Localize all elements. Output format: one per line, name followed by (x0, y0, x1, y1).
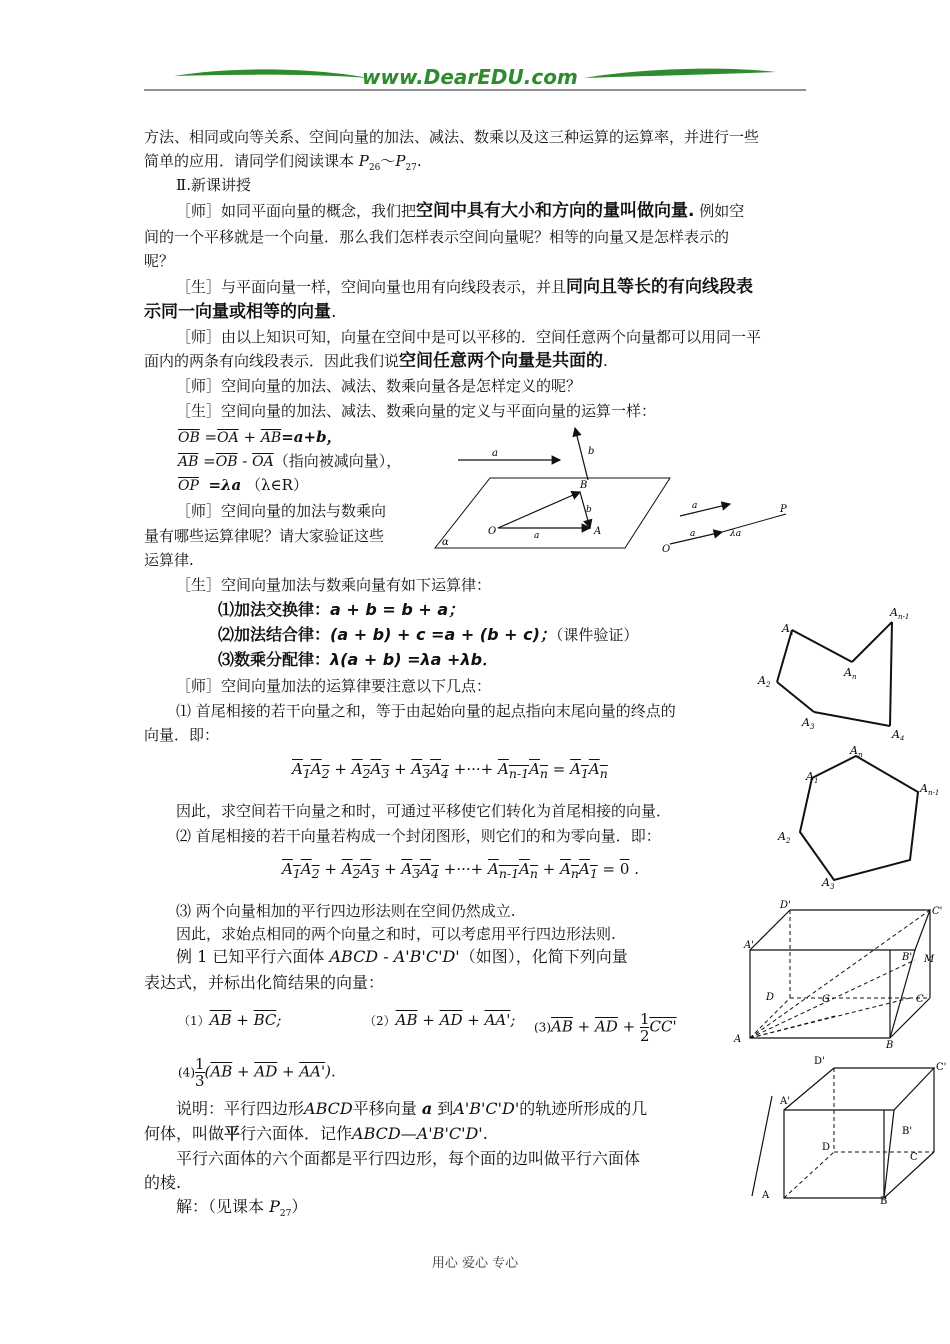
note-3: ⑶ 两个向量相加的平行四边形法则在空间仍然成立. (176, 902, 516, 920)
svg-text:B: B (886, 1040, 894, 1050)
vector-plane-figure (430, 420, 810, 560)
svg-text:b: b (586, 505, 592, 515)
explain-line-4: 的棱. (144, 1173, 182, 1192)
svg-text:An-1: $A_{n-1}$ (920, 782, 940, 797)
note-1b: 向量．即： (144, 726, 220, 744)
svg-text:D': D' (814, 1056, 825, 1067)
svg-text:B: B (880, 1196, 888, 1206)
svg-text:G: G (822, 994, 830, 1005)
svg-text:A': A' (744, 940, 754, 951)
teacher-line-7a: ［师］空间向量的加法与数乘向 (176, 502, 387, 520)
explain-line-2: 何体，叫做平行六面体．记作ABCD—A'B'C'D'. (144, 1124, 488, 1143)
svg-text:C: C (916, 994, 924, 1005)
svg-text:P: P (780, 504, 787, 515)
closed-polygon-figure (770, 740, 948, 890)
svg-text:A4: $A_4$ (892, 728, 905, 740)
parallelepiped-vectors-figure (730, 898, 946, 1050)
svg-text:An-1: $A_{n-1}$ (890, 606, 910, 621)
note-2: ⑵ 首尾相接的若干向量若构成一个封闭图形，则它们的和为零向量．即： (176, 827, 661, 845)
logo-text: www.DearEDU.com (362, 65, 578, 89)
law-associative: ⑵加法结合律：(a + b) + c =a + (b + c)；（课件验证） (218, 625, 639, 644)
student-line-4: ［生］空间向量加法与数乘向量有如下运算律： (176, 576, 492, 594)
vec-a-label: a (492, 448, 498, 459)
svg-text:M: M (924, 954, 935, 965)
para-line-2: 简单的应用．请同学们阅读课本 $P_{26}\sim P_{27}$. (144, 152, 422, 173)
teacher-line-4: ［师］由以上知识可知，向量在空间中是可以平移的．空间任意两个向量都可以用同一平 (176, 328, 762, 346)
plane-alpha-label: α (442, 537, 449, 548)
svg-text:A1: $A_1$ (806, 770, 819, 785)
open-polygon-figure (752, 600, 948, 740)
student-line-2: 示同一向量或相等的向量. (144, 302, 337, 322)
svg-text:A2: $A_2$ (758, 674, 771, 689)
svg-text:An: $A_n$ (850, 744, 863, 759)
teacher-line-6: ［师］空间向量的加法、减法、数乘向量各是怎样定义的呢？ (176, 377, 582, 395)
formula-closed-sum: $A_1A_2 + A_2A_3 + A_3A_4$ +···+ $A_{n-1}A_n + A_nA_1 = 0$ . (282, 860, 639, 881)
svg-text:a: a (534, 531, 540, 541)
svg-text:D': D' (780, 900, 791, 911)
teacher-line-5: 面内的两条有向线段表示．因此我们说空间任意两个向量是共面的. (144, 351, 608, 371)
explain-line-3: 平行六面体的六个面都是平行四边形，每个面的边叫做平行六面体 (176, 1149, 641, 1168)
page-footer: 用心 爱心 专心 (431, 1256, 519, 1271)
teacher-line-2: 间的一个平移就是一个向量．那么我们怎样表示空间向量呢？相等的向量又是怎样表示的 (144, 228, 730, 246)
svg-text:B: B (580, 480, 588, 491)
header-logo (144, 62, 806, 92)
question-3: $(3)\overline{AB} + \overline{AD}$ + $\frac{1}{2}$ CC' (534, 1010, 677, 1045)
example-line-1: 例 1 已知平行六面体 ABCD - A'B'C'D'（如图），化简下列向量 (176, 947, 628, 966)
svg-text:D: D (822, 1142, 831, 1153)
teacher-line-7c: 运算律. (144, 551, 194, 569)
svg-text:a: a (690, 529, 696, 539)
question-1: $(1)\overline{AB} + \overline{BC}$; (178, 1011, 282, 1029)
svg-text:A: A (762, 1190, 770, 1201)
note-3b: 因此，求始点相同的两个向量之和时，可以考虑用平行四边形法则. (176, 925, 616, 943)
note-1c: 因此，求空间若干向量之和时，可通过平移使它们转化为首尾相接的向量． (176, 802, 672, 820)
teacher-line-1: ［师］如同平面向量的概念，我们把空间中具有大小和方向的量叫做向量. 例如空 (176, 201, 745, 221)
example-line-2: 表达式，并标出化简结果的向量： (144, 973, 385, 992)
formula-sub: $\overline{AB} =\overline{OB} - \overline{OA}$（指向被减向量）， (178, 452, 402, 470)
question-2: $(2)\overline{AB} + \overline{AD} + AA'$; (364, 1011, 516, 1029)
svg-text:a: a (692, 501, 698, 511)
svg-text:B': B' (902, 952, 913, 963)
svg-text:D: D (766, 992, 775, 1003)
explain-line-1: 说明：平行四边形ABCD平移向量 a 到A'B'C'D'的轨迹所形成的几 (176, 1099, 648, 1118)
teacher-line-7b: 量有哪些运算律呢？请大家验证这些 (144, 527, 385, 545)
law-commutative: ⑴加法交换律：a + b = b + a； (218, 600, 465, 619)
svg-text:An: $A_n$ (844, 666, 857, 681)
note-1a: ⑴ 首尾相接的若干向量之和，等于由起始向量的起点指向末尾向量的终点的 (176, 702, 676, 720)
svg-text:B': B' (902, 1126, 913, 1137)
svg-text:A: A (734, 1034, 742, 1045)
solution-line: 解：（见课本 $P_{27}$） (176, 1197, 308, 1220)
svg-text:O: O (662, 544, 671, 555)
svg-text:A2: $A_2$ (778, 830, 791, 845)
section-heading: Ⅱ.新课讲授 (176, 176, 251, 194)
svg-text:C': C' (936, 1062, 947, 1073)
svg-text:A: A (594, 526, 602, 537)
svg-text:C': C' (932, 906, 943, 917)
question-4: (4) $\frac{1}{3}$ $(\overline{AB} + \overline{AD} + AA')$. (178, 1055, 336, 1090)
student-line-3: ［生］空间向量的加法、减法、数乘向量的定义与平面向量的运算一样： (176, 402, 657, 420)
formula-add: $\overline{OB} =\overline{OA} + \overline{AB}=a+b$， (178, 428, 342, 446)
svg-text:O: O (488, 526, 497, 537)
vec-b-label: b (588, 446, 595, 457)
svg-text:λa: λa (730, 529, 742, 539)
svg-text:A': A' (780, 1096, 790, 1107)
formula-scalar: $\overline{OP} =\lambda a$ （λ∈R） (178, 476, 308, 494)
svg-text:C: C (910, 1152, 918, 1163)
teacher-line-8: ［师］空间向量加法的运算律要注意以下几点： (176, 677, 492, 695)
student-line-1: ［生］与平面向量一样，空间向量也用有向线段表示，并且同向且等长的有向线段表 (176, 277, 754, 297)
formula-chain-sum: $A_1A_2 + A_2A_3 + A_3A_4$ +···+ $A_{n-1}A_n = A_1A_n$ (292, 760, 608, 781)
svg-text:A3: $A_3$ (822, 876, 835, 890)
parallelepiped-figure (744, 1056, 948, 1206)
law-distributive: ⑶数乘分配律：λ(a + b) =λa +λb． (218, 650, 499, 669)
svg-text:A1: $A_1$ (782, 622, 795, 637)
svg-text:A3: $A_3$ (802, 716, 815, 731)
teacher-line-3: 呢？ (144, 252, 175, 270)
para-line-1: 方法、相同或向等关系、空间向量的加法、减法、数乘以及这三种运算的运算率，并进行一些 (144, 128, 760, 146)
